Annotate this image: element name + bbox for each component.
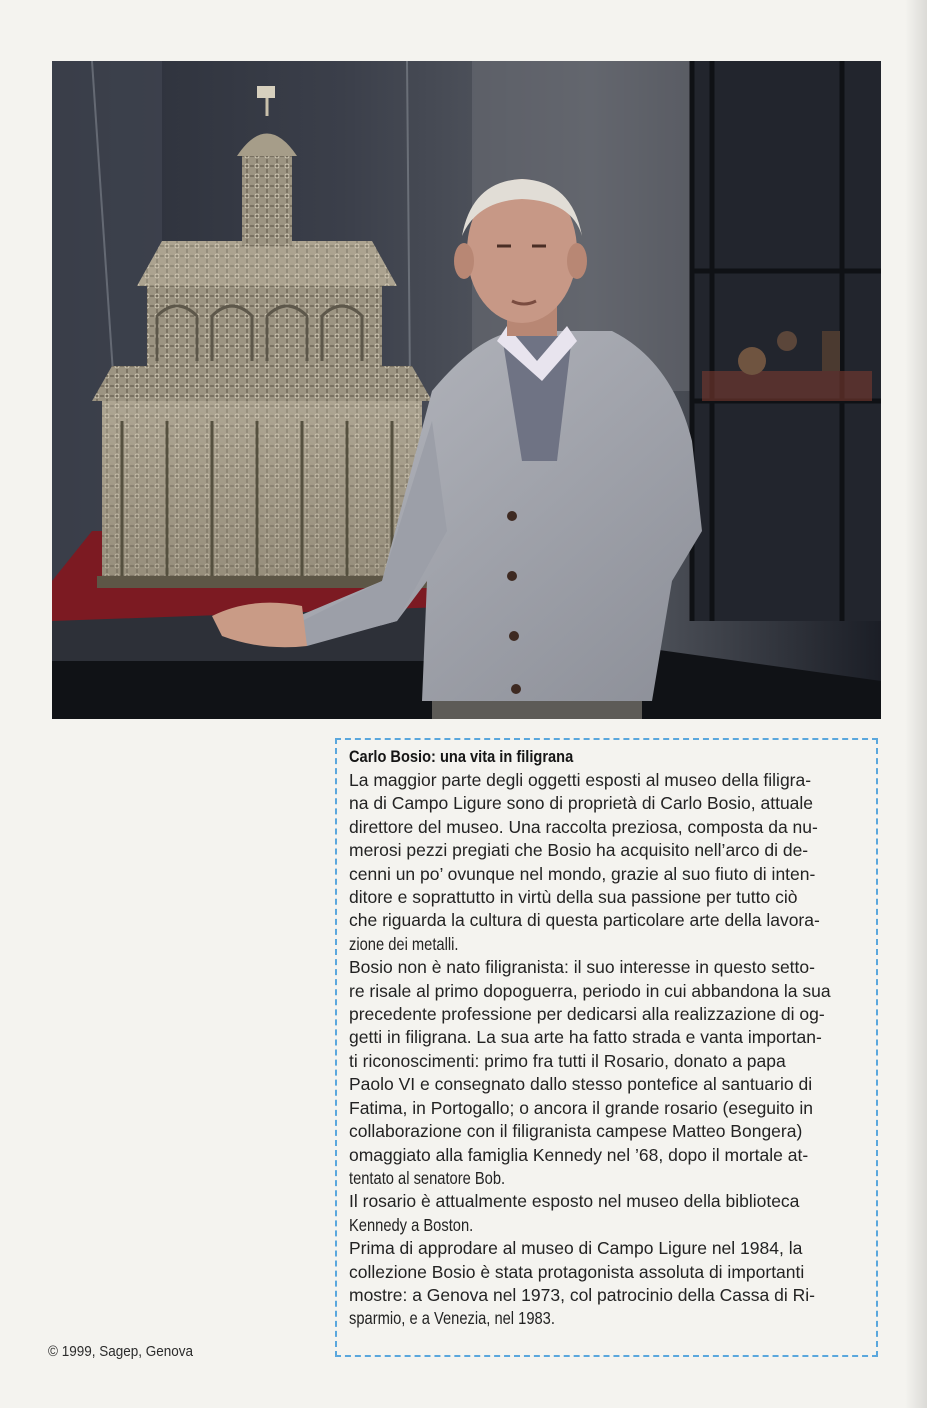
- article-line: che riguarda la cultura di questa particolare arte della lavora-: [349, 910, 820, 931]
- sidebar-article-box: [335, 738, 878, 1357]
- article-line: sparmio, e a Venezia, nel 1983.: [349, 1308, 555, 1329]
- article-line: ditore e soprattutto in virtù della sua passione per tutto ciò: [349, 887, 798, 908]
- article-line: Kennedy a Boston.: [349, 1214, 474, 1235]
- article-line: La maggior parte degli oggetti esposti al museo della filigra-: [349, 770, 812, 790]
- article-line: collezione Bosio è stata protagonista assoluta di importanti: [349, 1261, 805, 1282]
- article-line: zione dei metalli.: [349, 933, 459, 954]
- article-line: omaggiato alla famiglia Kennedy nel ’68, dopo il mortale at-: [349, 1144, 809, 1165]
- article-line: Prima di approdare al museo di Campo Ligure nel 1984, la: [349, 1238, 803, 1259]
- page-edge-shadow: [905, 0, 927, 1408]
- article-line: precedente professione per dedicarsi alla realizzazione di og-: [349, 1004, 825, 1025]
- article-line: Fatima, in Portogallo; o ancora il grande rosario (eseguito in: [349, 1097, 813, 1118]
- article-line: Il rosario è attualmente esposto nel museo della biblioteca: [349, 1191, 800, 1212]
- article-title: Carlo Bosio: una vita in filigrana: [349, 747, 574, 766]
- article-line: tentato al senatore Bob.: [349, 1167, 506, 1188]
- copyright-notice: © 1999, Sagep, Genova: [48, 1343, 194, 1360]
- article-line: cenni un po’ ovunque nel mondo, grazie al suo fiuto di inten-: [349, 863, 816, 884]
- photo-carlo-bosio-with-filigree-model: [52, 61, 881, 719]
- article-body: [349, 769, 866, 1331]
- article-line: collaborazione con il filigranista campese Matteo Bongera): [349, 1121, 803, 1142]
- article-line: mostre: a Genova nel 1973, col patrocinio della Cassa di Ri-: [349, 1284, 815, 1305]
- article-line: direttore del museo. Una raccolta preziosa, composta da nu-: [349, 816, 818, 837]
- article-line: Paolo VI e consegnato dallo stesso pontefice al santuario di: [349, 1074, 813, 1095]
- article-line: ti riconoscimenti: primo fra tutti il Rosario, donato a papa: [349, 1050, 786, 1071]
- article-line: na di Campo Ligure sono di proprietà di Carlo Bosio, attuale: [349, 793, 814, 814]
- article-line: re risale al primo dopoguerra, periodo in cui abbandona la sua: [349, 980, 831, 1001]
- article-line: getti in filigrana. La sua arte ha fatto strada e vanta importan-: [349, 1027, 822, 1048]
- article-line: merosi pezzi pregiati che Bosio ha acquisito nell’arco di de-: [349, 840, 809, 861]
- article-line: Bosio non è nato filigranista: il suo interesse in questo setto-: [349, 957, 815, 978]
